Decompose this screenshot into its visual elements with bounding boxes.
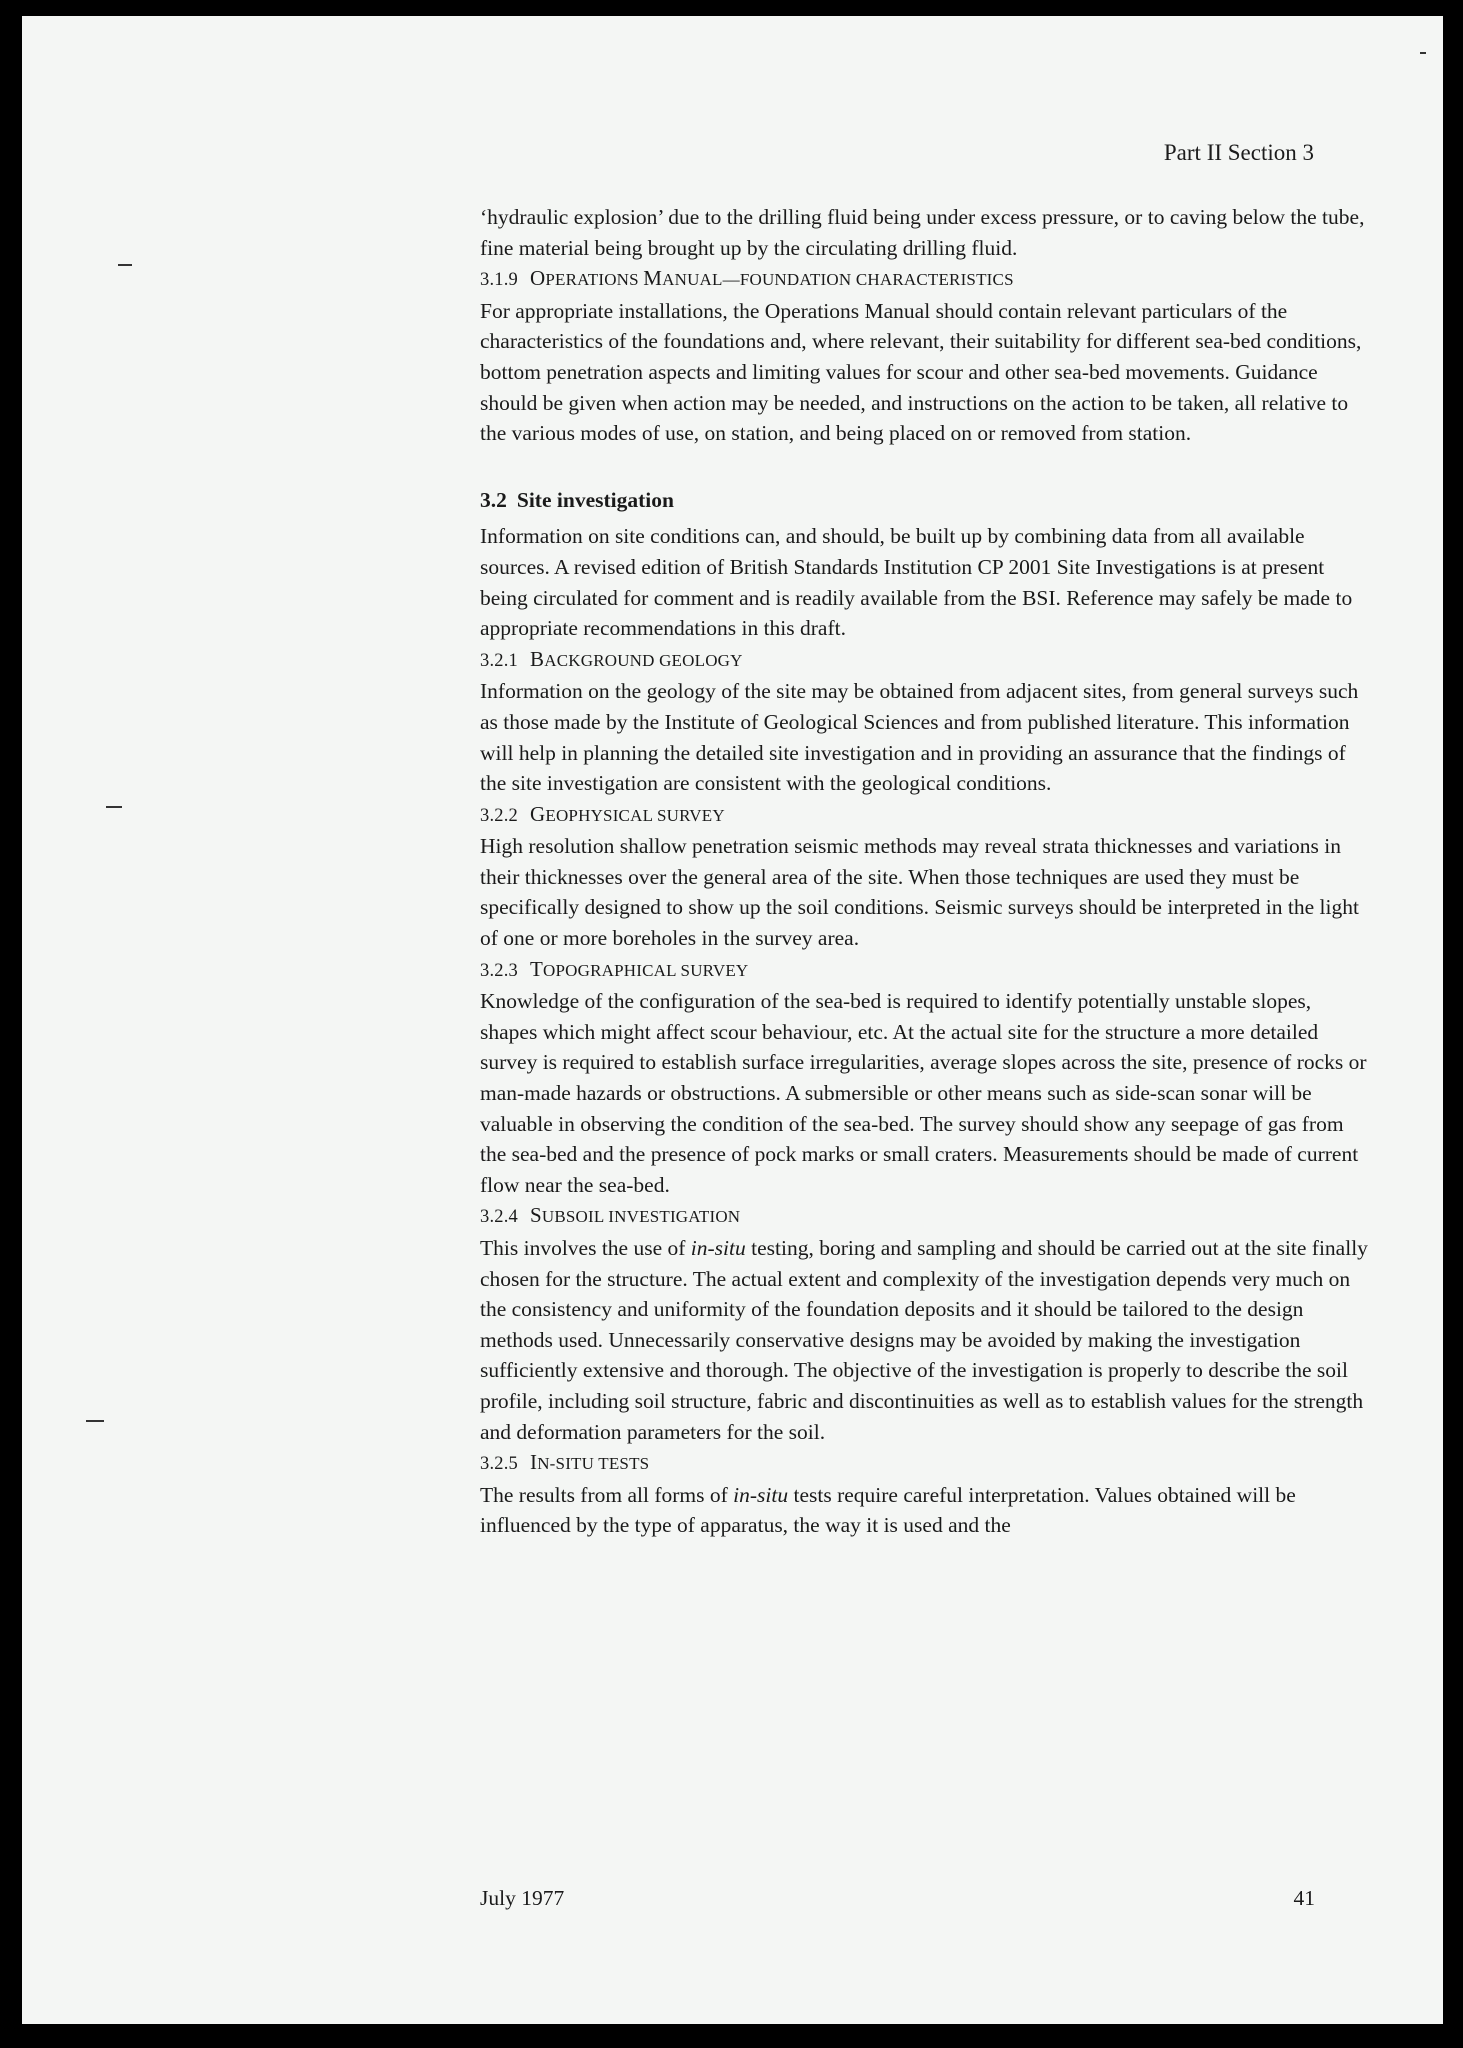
heading-number: 3.2.4	[480, 1207, 518, 1228]
heading-3-2	[480, 485, 1370, 516]
heading-3-2-1: 3.2.1 BACKGROUND GEOLOGY	[480, 646, 743, 671]
page-content	[480, 202, 1370, 1541]
document-page	[22, 16, 1443, 2024]
paragraph-3-2-5: The results from all forms of in-situ tests require careful interpretation. Values obtained will be influenced by the type of apparatus, the way it is used and the	[480, 1482, 1296, 1538]
paragraph-3-2-1: Information on the geology of the site may be obtained from adjacent sites, from general surveys such as those made by the Institute of Geological Sciences and from published literature. This information will help in planning the detailed site investigation and in providing an assurance that the findings of the site investigation are consistent with the geological conditions.	[480, 679, 1359, 796]
footer-date: July 1977	[480, 1886, 565, 1910]
running-head: Part II Section 3	[1163, 140, 1314, 165]
page-number: 41	[1293, 1886, 1315, 1910]
paragraph-3-1-9: For appropriate installations, the Operations Manual should contain relevant particulars of the characteristics of the foundations and, where relevant, their suitability for different sea-bed conditions, bottom penetration aspects and limiting values for scour and other sea-bed movements. Guidance should be given when action may be needed, and instructions on the action to be taken, all relative to the various modes of use, on station, and being placed on or removed from station.	[480, 298, 1362, 446]
heading-number: 3.1.9	[480, 270, 518, 291]
heading-3-2-5: 3.2.5 IN-SITU TESTS	[480, 1450, 650, 1475]
paragraph-3-2-3: Knowledge of the configuration of the sea-bed is required to identify potentially unstable slopes, shapes which might affect scour behaviour, etc. At the actual site for the structure a more detailed survey is required to establish surface irregularities, average slopes across the site, presence of rocks or man-made hazards or obstructions. A submersible or other means such as side-scan sonar will be valuable in observing the condition of the sea-bed. The survey should show any seepage of gas from the sea-bed and the presence of pock marks or small craters. Measurements should be made of current flow near the sea-bed.	[480, 989, 1367, 1197]
heading-3-2-4: 3.2.4 SUBSOIL INVESTIGATION	[480, 1203, 741, 1228]
heading-3-2-2: 3.2.2 GEOPHYSICAL SURVEY	[480, 801, 725, 826]
heading-number: 3.2	[480, 487, 507, 512]
heading-number: 3.2.5	[480, 1454, 518, 1475]
paragraph-3-2-4: This involves the use of in-situ testing, boring and sampling and should be carried out at the site finally chosen for the structure. The actual extent and complexity of the investigation depends very much on the consistency and uniformity of the foundation deposits and it should be tailored to the design methods used. Unnecessarily conservative designs may be avoided by making the investigation sufficiently extensive and thorough. The objective of the investigation is properly to describe the soil profile, including soil structure, fabric and discontinuities as well as to establish values for the strength and deformation parameters for the soil.	[480, 1236, 1368, 1444]
paragraph-3-2-2: High resolution shallow penetration seismic methods may reveal strata thicknesses and variations in their thicknesses over the general area of the site. When those techniques are used they must be specifically designed to show up the soil conditions. Seismic surveys should be interpreted in the light of one or more boreholes in the survey area.	[480, 834, 1359, 951]
scan-speck	[106, 806, 122, 808]
heading-title: Site investigation	[516, 487, 674, 512]
scan-speck	[1420, 52, 1426, 54]
paragraph-3-2: Information on site conditions can, and should, be built up by combining data from all available sources. A revised edition of British Standards Institution CP 2001 Site Investigations is at present being circulated for comment and is readily available from the BSI. Reference may safely be made to appropriate recommendations in this draft.	[480, 524, 1353, 641]
scan-speck	[86, 1420, 104, 1422]
heading-number: 3.2.3	[480, 960, 518, 981]
heading-number: 3.2.2	[480, 805, 518, 826]
scan-speck	[118, 264, 132, 266]
intro-paragraph: ‘hydraulic explosion’ due to the drilling fluid being under excess pressure, or to caving below the tube, fine material being brought up by the circulating drilling fluid.	[480, 205, 1365, 260]
heading-3-2-3: 3.2.3 TOPOGRAPHICAL SURVEY	[480, 956, 749, 981]
heading-3-1-9: 3.1.9 OPERATIONS MANUAL—FOUNDATION CHARACTERISTICS	[480, 266, 1014, 291]
heading-number: 3.2.1	[480, 650, 518, 671]
